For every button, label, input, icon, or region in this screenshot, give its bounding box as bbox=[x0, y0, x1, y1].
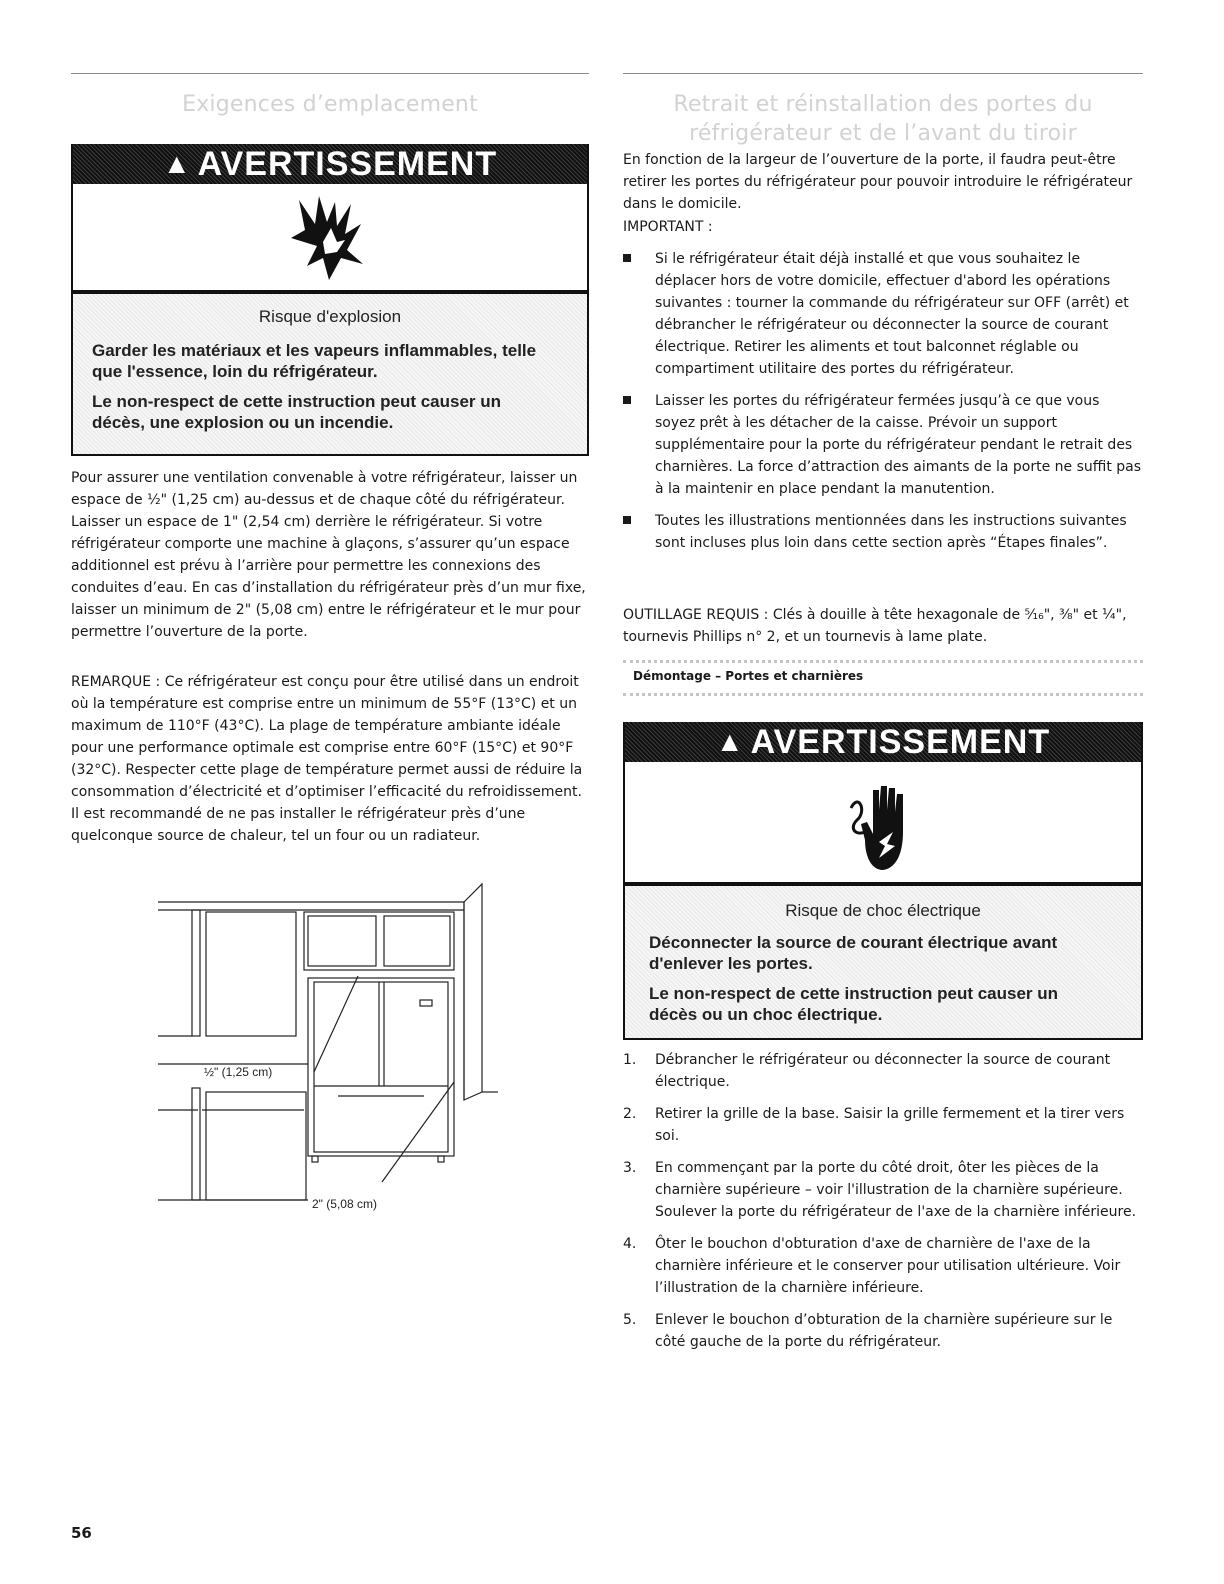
top-rule bbox=[71, 73, 589, 74]
list-item: 4. Ôter le bouchon d'obturation d'axe de charnière de l'axe de la charnière inférieure et le conserver pour utilisation ultérieure. Voir l’illustration de la charnière inférieure. bbox=[623, 1236, 1121, 1296]
warning-triangle-icon: ▲ bbox=[715, 726, 745, 757]
warning-header: ▲ AVERTISSEMENT bbox=[73, 144, 587, 184]
section-title-doors: Retrait et réinstallation des portes du réfrigérateur et de l’avant du tiroir bbox=[673, 92, 1093, 146]
list-item: 1. Débrancher le réfrigérateur ou déconnecter la source de courant électrique. bbox=[623, 1052, 1111, 1090]
list-item: 3. En commençant par la porte du côté droit, ôter les pièces de la charnière supérieure – voir l'illustration de la charnière supérieure. Soulever la porte du réfrigérateur de l'axe de la charnière inférieure. bbox=[623, 1160, 1137, 1220]
electric-shock-hand-icon bbox=[843, 780, 923, 874]
page-number: 56 bbox=[71, 1524, 92, 1542]
tools-label: OUTILLAGE REQUIS : bbox=[623, 607, 769, 623]
warning-line-2: Le non-respect de cette instruction peut causer un décès, une explosion ou un incendie. bbox=[92, 392, 502, 432]
top-rule-right bbox=[623, 73, 1143, 74]
note-label: REMARQUE : bbox=[71, 674, 161, 690]
list-item: Toutes les illustrations mentionnées dans les instructions suivantes sont incluses plus loin dans cette section après “Étapes finales”. bbox=[623, 510, 1143, 554]
important-bullets bbox=[623, 248, 1143, 564]
warning-line-1: Garder les matériaux et les vapeurs inflammables, telle que l'essence, loin du réfrigérateur. bbox=[92, 341, 537, 381]
clearance-label-top: ½" (1,25 cm) bbox=[204, 1065, 273, 1079]
important-label: IMPORTANT : bbox=[623, 219, 713, 235]
list-item: Laisser les portes du réfrigérateur fermées jusqu’à ce que vous soyez prêt à les détacher de la caisse. Prévoir un support supplémentaire pour la porte du réfrigérateur pendant le retrait des charnières. La force d’attraction des aimants de la porte ne suffit pas à la maintenir en place pendant la manutention. bbox=[623, 390, 1143, 500]
note-paragraph bbox=[71, 671, 589, 847]
warning-body bbox=[625, 886, 1141, 1038]
warning-box-shock bbox=[623, 722, 1143, 1040]
list-item: 5. Enlever le bouchon d’obturation de la charnière supérieure sur le côté gauche de la porte du réfrigérateur. bbox=[623, 1312, 1113, 1350]
note-text: Ce réfrigérateur est conçu pour être utilisé dans un endroit où la température est comprise entre un minimum de 55°F (13°C) et un maximum de 110°F (43°C). La plage de température ambiante idéale pour une performance optimale est comprise entre 60°F (15°C) et 90°F (32°C). Respecter cette plage de température permet aussi de réduire la consommation d’électricité et d’optimiser l’efficacité du refroidissement. Il est recommandé de ne pas installer le réfrigérateur près d’une quelconque source de chaleur, tel un four ou un radiateur. bbox=[71, 674, 583, 844]
warning-box-explosion bbox=[71, 144, 589, 456]
warning-line-2: Le non-respect de cette instruction peut causer un décès ou un choc électrique. bbox=[649, 984, 1059, 1024]
warning-line-1: Déconnecter la source de courant électrique avant d'enlever les portes. bbox=[649, 933, 1058, 973]
steps-list bbox=[623, 1049, 1143, 1363]
tools-text: Clés à douille à tête hexagonale de ⁵⁄₁₆", ³⁄₈" et ¼", tournevis Phillips n° 2, et un tournevis à lame plate. bbox=[623, 607, 1127, 645]
warning-triangle-icon: ▲ bbox=[162, 148, 192, 179]
list-item: Si le réfrigérateur était déjà installé et que vous souhaitez le déplacer hors de votre domicile, effectuer d'abord les opérations suivantes : tourner la commande du réfrigérateur sur OFF (arrêt) et débrancher le réfrigérateur ou déconnecter la source de courant électrique. Retirer les aliments et tout balconnet réglable ou compartiment utilitaire des portes du réfrigérateur. bbox=[623, 248, 1143, 380]
list-item: 2. Retirer la grille de la base. Saisir la grille fermement et la tirer vers soi. bbox=[623, 1106, 1125, 1144]
subheading-bar bbox=[623, 660, 1143, 696]
warning-body bbox=[73, 294, 587, 454]
clearance-diagram bbox=[158, 882, 498, 1211]
warning-title: Risque de choc électrique bbox=[785, 901, 981, 920]
warning-header: ▲ AVERTISSEMENT bbox=[625, 722, 1141, 762]
warning-title: Risque d'explosion bbox=[258, 307, 402, 326]
clearance-label-bottom: 2" (5,08 cm) bbox=[312, 1197, 377, 1211]
subheading-disassembly: Démontage – Portes et charnières bbox=[633, 669, 864, 683]
ventilation-paragraph: Pour assurer une ventilation convenable à votre réfrigérateur, laisser un espace de ½" (1,25 cm) au-dessus et de chaque côté du réfrigérateur. Laisser un espace de 1" (2,54 cm) derrière le réfrigérateur. Si votre réfrigérateur comporte une machine à glaçons, s’assurer qu’un espace additionnel est prévu à l’arrière pour permettre les connexions des conduites d’eau. En cas d’installation du réfrigérateur près d’un mur fixe, laisser un minimum de 2" (5,08 cm) entre le réfrigérateur et le mur pour permettre l’ouverture de la porte. bbox=[71, 470, 586, 640]
intro-paragraph: En fonction de la largeur de l’ouverture de la porte, il faudra peut-être retirer les portes du réfrigérateur pour pouvoir introduire le réfrigérateur dans le domicile. bbox=[623, 152, 1133, 212]
explosion-icon bbox=[285, 194, 375, 286]
tools-paragraph bbox=[623, 604, 1143, 648]
section-title-location: Exigences d’emplacement bbox=[182, 92, 478, 117]
